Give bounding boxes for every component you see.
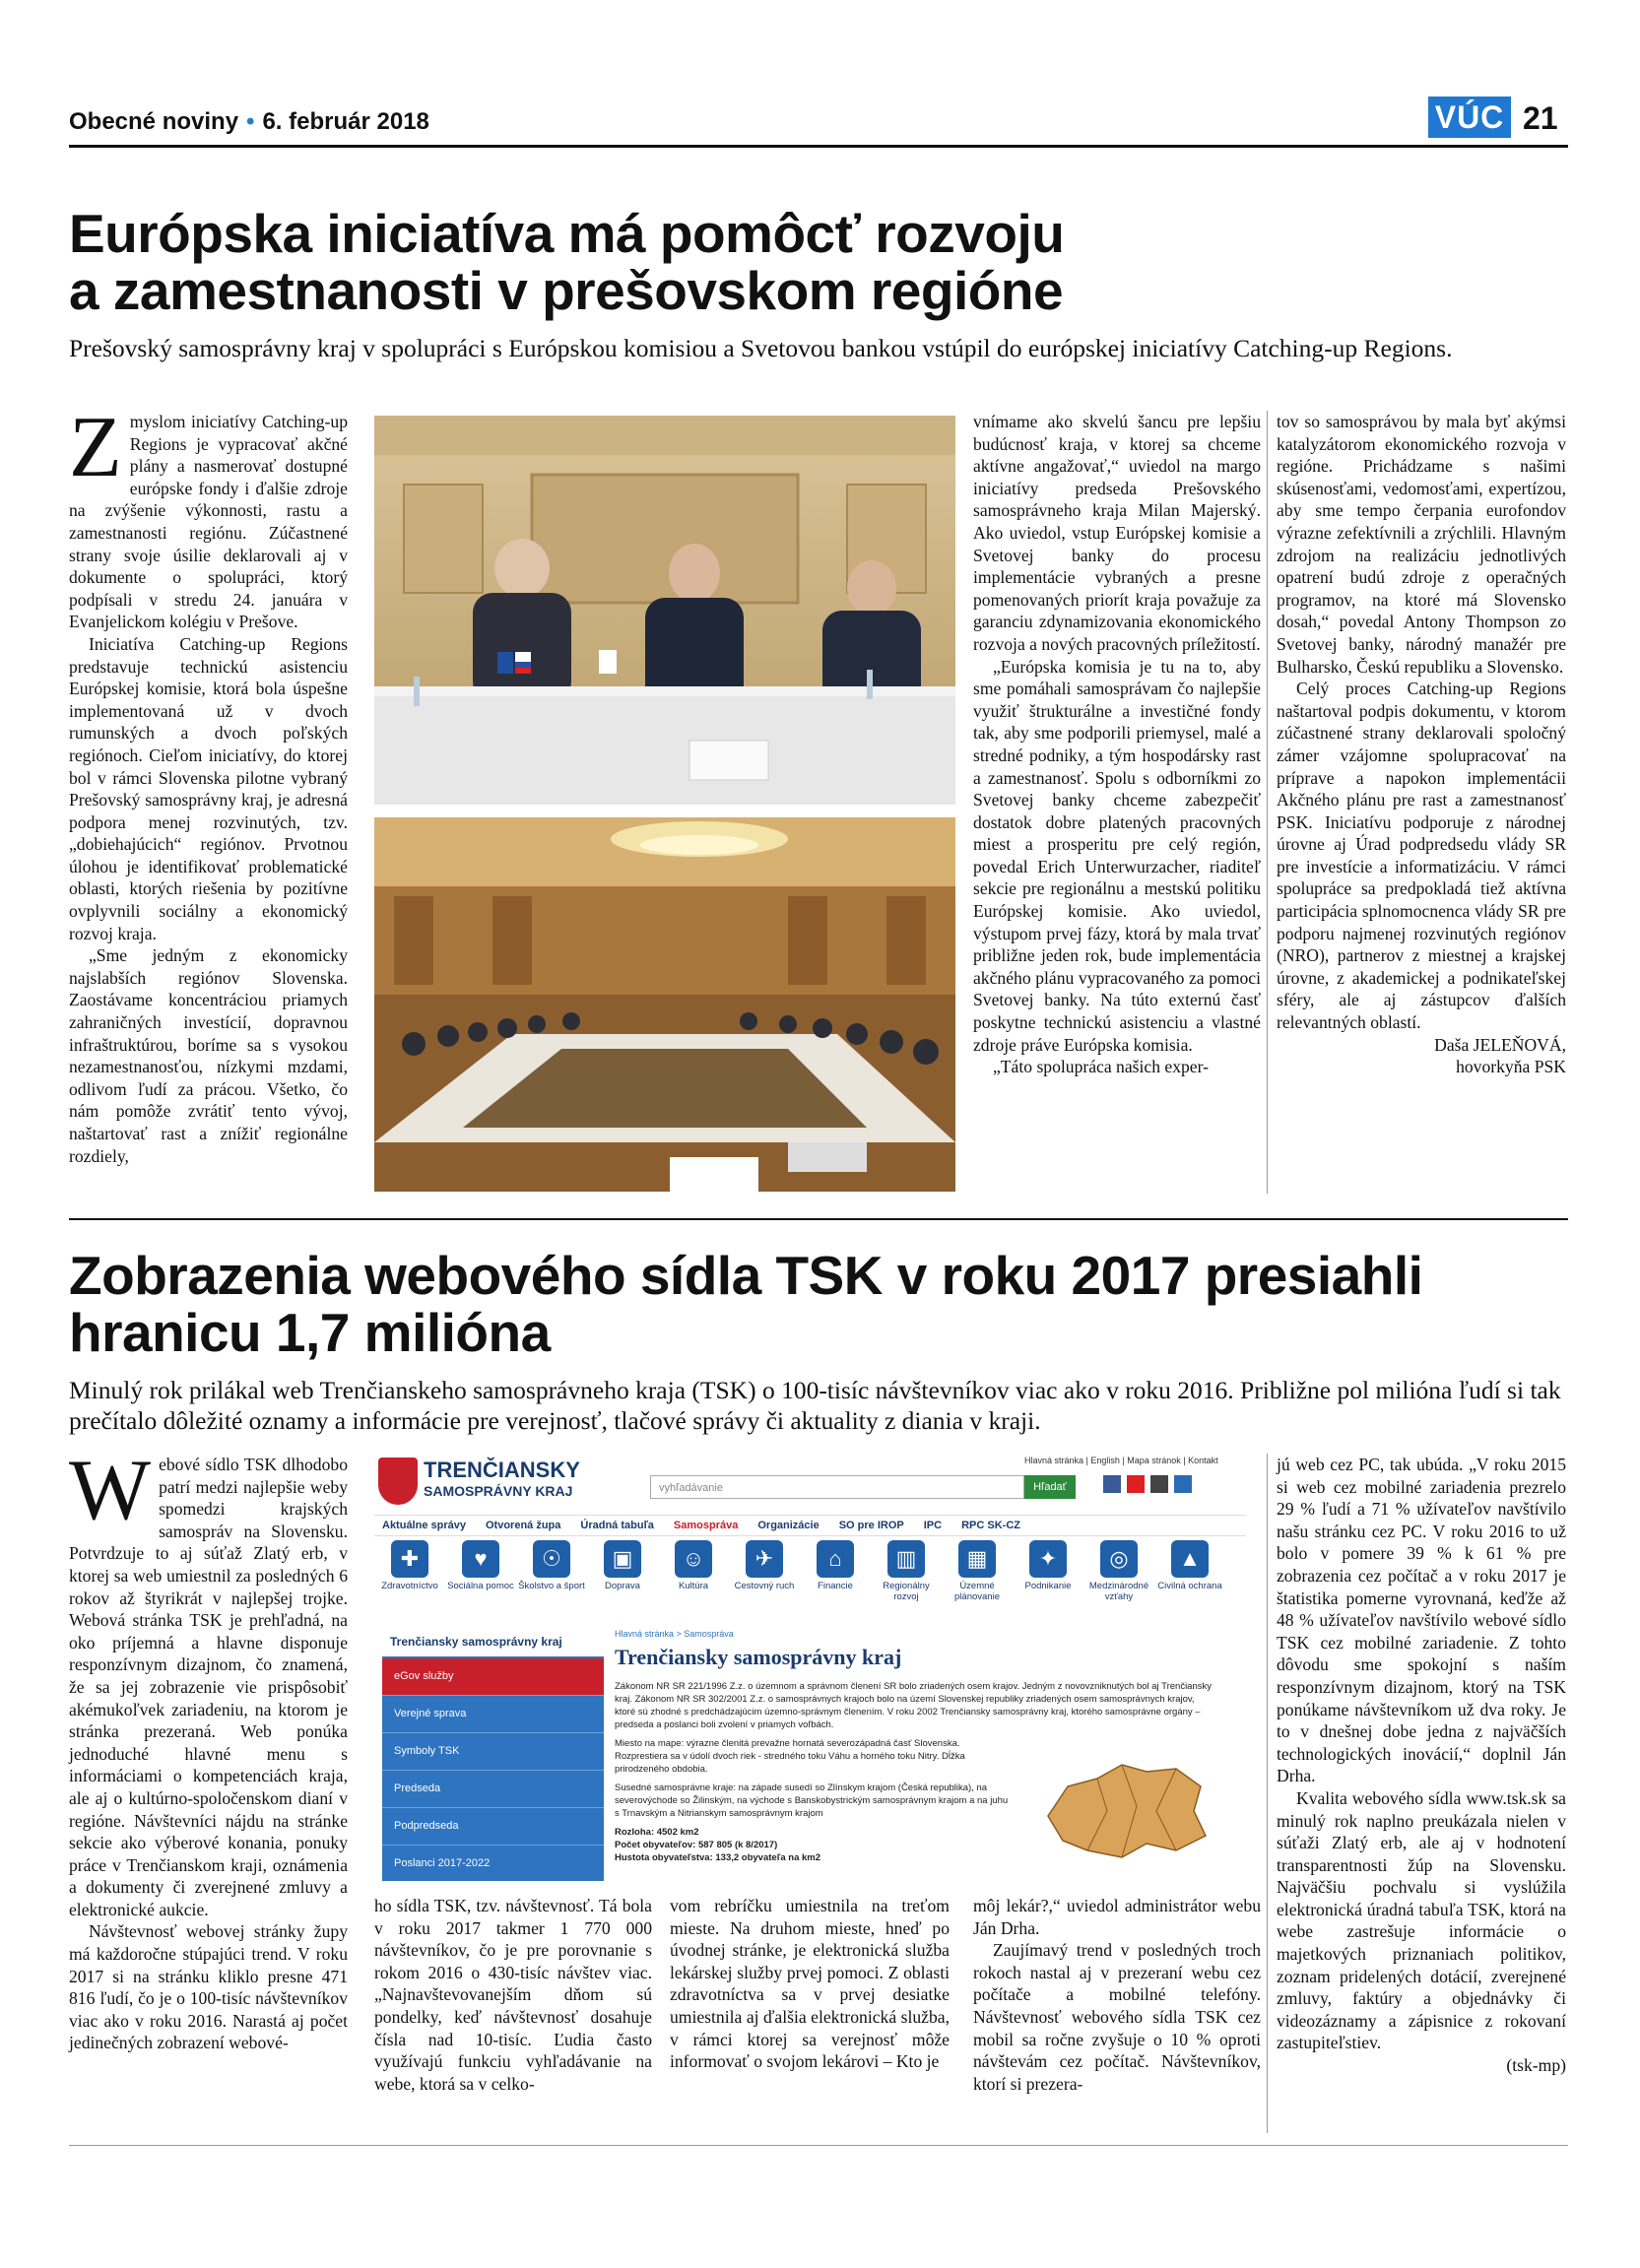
tile-finance[interactable]: ⌂ Financie [802,1540,869,1615]
paragraph: Celý proces Catching-up Regions naštartoval podpis dokumentu, v ktorom zúčastnené strany deklarovali spoločný zámer vzájomne spolupracovať na príprave a napokon implementácii Akčného plánu pre rast a zamestnanosť PSK. Iniciatívu podporuje z národnej úrovne aj Úrad podpredsedu vlády SR pre investície a informatizáciu. V rámci spolupráce sa predpokladá tiež aktívna participácia splnomocnenca vlády SR pre podporu najmenej rozvinutých regiónov (NRO), partnerov z miestnej a krajskej úrovne, z akademickej a podnikateľskej sféry, ale aj zástupcov ďalších relevantných oblastí. [1277,679,1566,1033]
article1-title [69,205,1064,319]
drop-cap: W [69,1443,152,1538]
nav-item[interactable]: IPC [923,1520,943,1531]
handshake-icon: ✦ [1029,1540,1067,1578]
article2-column-3 [670,1895,950,2073]
side-menu-title: Trenčiansky samosprávny kraj [382,1627,604,1658]
site-top-links[interactable]: Hlavná stránka | English | Mapa stránok | Kontakt [1024,1456,1218,1465]
building-icon: ▦ [958,1540,996,1578]
site-side-menu [382,1627,604,1881]
chart-icon: ▥ [887,1540,925,1578]
signing-ceremony-photo [374,416,955,805]
section-rule [69,1218,1568,1220]
paragraph: Iniciatíva Catching-up Regions predstavuje technickú asistenciu Európskej komisie, ktorá bola úspešne implementovaná už v dvoch rumunských a dvoch poľských regiónoch. Cieľom iniciatívy, do ktorej bol v rámci Slovenska pilotne vybraný Prešovský samosprávny kraj, je adresná podpora menej rozvinutých, tzv. „dobiehajúcich“ regiónov. Prvotnou úlohou je identifikovať problematické oblasti, ktorých riešenia by pozitívne ovplyvnili sociálny a ekonomický rozvoj kraja. [69,633,348,943]
site-neighbors: Susedné samosprávne kraje: na západe susedí so Zlínskym krajom (Česká republika), na severovýchode so Žilinským, na východe s Banskobystrickým samosprávnym krajom a na juhu s Trnavským a Nitrianskym samosprávnym krajom [615,1782,1009,1819]
nav-item[interactable]: Úradná tabuľa [580,1520,654,1531]
site-search-button[interactable]: Hľadať [1024,1475,1076,1499]
header-rule [69,145,1568,148]
site-search-input[interactable]: vyhľadávanie [650,1475,1024,1499]
tile-business[interactable]: ✦ Podnikanie [1015,1540,1082,1615]
nav-item[interactable]: Aktuálne správy [382,1520,466,1531]
paragraph: myslom iniciatívy Catching-up Regions je vypracovať akčné plány a nasmerovať dostupné európske fondy i ďalšie zdroje na zvýšenie výkonnosti, rastu a zamestnanosti regiónu. Zúčastnené strany svoje úsilie deklarovali aj v dokumente o spolupráci, ktorý podpísali v stredu 24. januára v Evanjelickom kolégiu v Prešove. [69,412,348,632]
tile-culture[interactable]: ☺ Kultúra [660,1540,727,1615]
article2-column-4 [973,1895,1261,2095]
article1-title-line2: a zamestnanosti v prešovskom regióne [69,260,1064,321]
side-menu-item[interactable]: Podpredseda [382,1808,604,1846]
paragraph: „Sme jedným z ekonomicky najslabších regiónov Slovenska. Zaostávame koncentráciou priamych zahraničných investícií, dopravnou infraštruktúrou, boríme sa s vysokou nezamestnanosťou, nízkymi mzdami, odlivom ľudí za prácou. Všetko, čo nám pomôže zvrátiť tento vývoj, naštartovať rast a znížiť regionálne rozdiely, [69,945,348,1166]
bus-icon: ▣ [604,1540,641,1578]
paragraph: tov so samosprávou by mala byť akýmsi katalyzátorom ekonomického rozvoja v regióne. Prichádzame s našimi skúsenosťami, vedomosťami, expertízou, aby sme tempo čerpania eurofondov výrazne zefektívnili a zrýchlili. Hlavným zdrojom na realizáciu jednotlivých opatrení budú zdroje z operačných programov, na ktoré má Slovensko dosah,“ povedal Antony Thompson zo Svetovej banky, národný manažér pre Bulharsko, Českú republiku a Slovensko. [1277,412,1566,677]
youtube-icon[interactable] [1127,1475,1145,1493]
site-density: Hustota obyvateľstva: 133,2 obyvateľa na km2 [615,1852,821,1863]
issue-date: 6. február 2018 [262,108,429,135]
paragraph: Kvalita webového sídla www.tsk.sk sa minulý rok naplno preukázala nielen v súťaži Zlatý erb, ale aj v hodnotení transparentnosti žúp na Slovensku. Najväčšiu pochvalu si vyslúžila elektronická úradná tabuľa TSK, ktorá na webe zastrešuje informácie o majetkových priznaniach politikov, zoznam pridelených dotácií, zverejnené zmluvy, faktúry a objednávky či videozáznamy a zápisnice z rokovaní zastupiteľstiev. [1277,1787,1566,2053]
paragraph: Zaujímavý trend v posledných troch rokoch nastal aj v prezeraní webu cez počítače a mobilné telefóny. Návštevnosť webového sídla TSK cez mobil sa ročne zvyšuje o 10 % oproti návštevám cez počítač. Návštevníkov, ktorí si prezera- [973,1940,1261,2094]
article2-column-5 [1277,1454,1566,2077]
nav-item[interactable]: Organizácie [757,1520,820,1531]
side-menu-item[interactable]: Verejné sprava [382,1696,604,1733]
paragraph: vnímame ako skvelú šancu pre lepšiu budúcnosť kraja, v ktorej sa chceme aktívne angažovať,“ uviedol na margo iniciatívy predseda Prešovského samosprávneho kraja Milan Majerský. Ako uviedol, vstup Európskej komisie a Svetovej banky do procesu implementácie vybraných a presne pomenovaných priorít kraja považuje za garanciu zdynamizovania ekonomického rozvoja a nových pracovných príležitostí. [973,412,1261,654]
column-divider [1267,1454,1268,2133]
side-menu-item[interactable]: Predseda [382,1771,604,1808]
page-number: 21 [1523,100,1558,136]
tourism-icon: ✈ [746,1540,783,1578]
site-breadcrumb[interactable]: Hlavná stránka > Samospráva [615,1629,734,1639]
site-population: Počet obyvateľov: 587 805 (k 8/2017) [615,1840,778,1850]
masthead [69,108,429,136]
author-role: hovorkyňa PSK [1456,1057,1566,1077]
side-menu-item-active[interactable]: eGov služby [382,1658,604,1696]
conference-hall-photo [374,817,955,1192]
publication-name: Obecné noviny [69,108,239,135]
site-heading: Trenčiansky samosprávny kraj [615,1645,902,1669]
tile-tourism[interactable]: ✈ Cestovný ruch [731,1540,798,1615]
site-intro: Zákonom NR SR 221/1996 Z.z. o územnom a správnom členení SR bolo zriadených osem krajov. Jedným z novovzniknutých bol aj Trenčiansky kraj. Zákonom NR SR 302/2001 Z.z. o samosprávnych krajoch bolo na území Slovenskej republiky zriadených osem samosprávnych krajov, ktoré sú zhodné s predchádzajúcim územno-správnym členením. V roku 2002 Trenčiansky samosprávny kraj, ktorého samosprávne orgány – predseda a poslanci boli zvolení v priamych voľbách. [615,1681,1212,1730]
owl-icon: ☉ [533,1540,570,1578]
masks-icon: ☺ [675,1540,712,1578]
tile-education[interactable]: ☉ Školstvo a šport [518,1540,585,1615]
tile-regional[interactable]: ▥ Regionálny rozvoj [873,1540,940,1615]
paragraph: Návštevnosť webovej stránky župy má každoročne stúpajúci trend. V roku 2017 si na stránku kliklo presne 471 816 ľudí, čo je o 100-tisíc návštevníkov viac ako v roku 2016. Narastá aj počet jedinečných zobrazení webové- [69,1921,348,2053]
separator-dot: • [246,108,255,135]
tile-health[interactable]: ✚ Zdravotníctvo [376,1540,443,1615]
site-content [615,1629,1245,1881]
globe-icon: ◎ [1100,1540,1138,1578]
tile-international[interactable]: ◎ Medzinárodné vzťahy [1085,1540,1152,1615]
nav-item[interactable]: RPC SK-CZ [961,1520,1020,1531]
paragraph: „Európska komisia je tu na to, aby sme pomáhali samosprávam čo najlepšie využiť štrukturálne a investičné fondy tak, aby sme podporili priemysel, malé a stredné podniky, a tým hospodársky rast a zamestnanosť. Spolu s odborníkmi zo Svetovej banky chceme zabezpečiť dostatok dobre platených pracovných miest a prosperitu pre celý región, povedal Erich Unterwurzacher, riaditeľ sekcie pre regionálnu a mestskú politiku Európskej komisie. Ako uviedol, výstupom prvej fázy, ktorá by mala trvať približne jeden rok, bude implementácia akčného plánu vypracovaného za pomoci Svetovej banky. Na túto externú časť poskytne technickú asistenciu a vlastné zdroje práve Európska komisia. [973,656,1261,1055]
paragraph: „Táto spolupráca našich exper- [993,1057,1209,1077]
site-area: Rozloha: 4502 km2 [615,1827,699,1838]
bank-icon: ⌂ [817,1540,854,1578]
column-divider [1267,411,1268,1194]
paragraph: môj lekár?,“ uviedol administrátor webu Ján Drha. [973,1896,1261,1938]
paragraph: vom rebríčku umiestnila na treťom mieste. Na druhom mieste, hneď po úvodnej stránke, je elektronická služba lekárskej služby prvej pomoci. Z oblasti zdravotníctva sa v prvej desiatke umiestnila aj ďalšia elektronická služba, v rámci ktorej sa verejnosť môže informovať o svojom lekárovi – Kto je [670,1896,950,2072]
paragraph: jú web cez PC, tak ubúda. „V roku 2015 si web cez mobilné zariadenia prezrelo 29 % ľudí a 71 % užívateľov navštívilo našu stránku cez PC. V roku 2016 to už bolo v pomere 39 % k 61 % pre zobrazenia cez počítač a v roku 2017 je štatistika pomerne vyrovnaná, keďže až 48 % užívateľov navštívilo webové sídlo TSK cez mobilné zariadenie. Z tohto dôvodu sme spokojní s naším responzívnym dizajnom, ktorý na TSK ponúkame návštevníkom už dva roky. Je to v dnešnej dobe jedna z najväčších technologických inovácií,“ doplnil Ján Drha. [1277,1455,1566,1786]
site-brand-line2: SAMOSPRÁVNY KRAJ [424,1483,573,1499]
article2-title [69,1247,1422,1361]
site-brand-line1: TRENČIANSKY [424,1458,580,1482]
author-signature: Daša JELEŇOVÁ, [1434,1034,1566,1055]
tsk-website-screenshot [374,1452,1246,1881]
article1-column-1 [69,400,348,1167]
site-nav [374,1515,1246,1536]
author-signature: (tsk-mp) [1506,2055,1566,2076]
article2-title-line2: hranicu 1,7 milióna [69,1302,551,1363]
tile-social[interactable]: ♥ Sociálna pomoc [447,1540,514,1615]
side-menu-item[interactable]: Symboly TSK [382,1733,604,1771]
social-icons [1103,1475,1221,1497]
tile-civil-protection[interactable]: ▲ Civilná ochrana [1156,1540,1223,1615]
nav-item[interactable]: Otvorená župa [485,1520,561,1531]
drop-cap: Z [69,400,122,495]
cross-icon: ✚ [391,1540,428,1578]
site-header [374,1452,1246,1511]
vuc-logo: VÚC [1428,97,1511,138]
side-menu-item[interactable]: Poslanci 2017-2022 [382,1846,604,1881]
region-map [1028,1757,1215,1865]
coat-of-arms-icon [378,1458,418,1505]
article1-title-line1: Európska iniciatíva má pomôcť rozvoju [69,203,1065,264]
article2-title-line1: Zobrazenia webového sídla TSK v roku 2017 presiahli [69,1245,1423,1306]
nav-item[interactable]: SO pre IROP [838,1520,904,1531]
paragraph: ebové sídlo TSK dlhodobo patrí medzi najlepšie weby spomedzi krajských samospráv na Slovensku. Potvrdzuje to aj súťaž Zlatý erb, v ktorej sa web umiestnil za posledných 6 rokov až štyrikrát v najlepšej trojke. Webová stránka TSK je prehľadná, na oko príjemná a hlavne disponuje responzívnym dizajnom, čo znamená, že sa jej zobrazenie vie prispôsobiť akémukoľvek zariadeniu, na ktorom je stránka prezeraná. Web ponúka jednoduché hlavné menu s informáciami o kompetenciách kraja, ale aj o kultúrno-spoločenskom dianí v regióne. Návštevníci nájdu na stránke sekcie ako výberové konania, ponuky práce v Trenčianskom kraji, oznámenia a dokumenty či zverejnené zmluvy a elektronické aukcie. [69,1455,348,1919]
article2-lead: Minulý rok prilákal web Trenčianskeho samosprávneho kraja (TSK) o 100-tisíc návštevníkov viac ako v roku 2016. Približne pol milióna ľudí si tak prečítalo dôležité oznamy a informácie pre verejnosť, tlačové správy či aktuality z diania v kraji. [69,1376,1561,1435]
article1-column-3 [973,411,1261,1078]
camera-icon[interactable] [1150,1475,1168,1493]
paragraph: ho sídla TSK, tzv. návštevnosť. Tá bola v roku 2017 takmer 1 770 000 návštevníkov, čo je pre porovnanie s rokom 2016 o 430-tisíc návštev viac. „Najnavštevovanejším dňom sú pondelky, keď návštevnosť dosahuje čísla nad 10-tisíc. Ľudia často využívajú funkciu vyhľadávanie na webe, ktorá sa v celko- [374,1896,652,2094]
heart-icon: ♥ [462,1540,499,1578]
facebook-icon[interactable] [1103,1475,1121,1493]
tile-planning[interactable]: ▦ Územné plánovanie [944,1540,1011,1615]
triangle-icon: ▲ [1171,1540,1209,1578]
article2-column-1 [69,1443,348,2054]
site-place: Miesto na mape: výrazne členitá prevažne hornatá severozápadná časť Slovenska. Rozprestiera sa v údolí dvoch riek - stredného toku Váhu a horného toku Nitry. Dĺžka prirodzeného obdobia. [615,1738,965,1775]
footer-rule [69,2145,1568,2146]
nav-item-active[interactable]: Samospráva [673,1520,739,1531]
article1-column-4 [1277,411,1566,1078]
article2-column-2 [374,1895,652,2095]
flickr-icon[interactable] [1174,1475,1192,1493]
tile-transport[interactable]: ▣ Doprava [589,1540,656,1615]
article1-lead: Prešovský samosprávny kraj v spolupráci s Európskou komisiou a Svetovou bankou vstúpil do európskej iniciatívy Catching-up Regions. [69,334,1453,362]
